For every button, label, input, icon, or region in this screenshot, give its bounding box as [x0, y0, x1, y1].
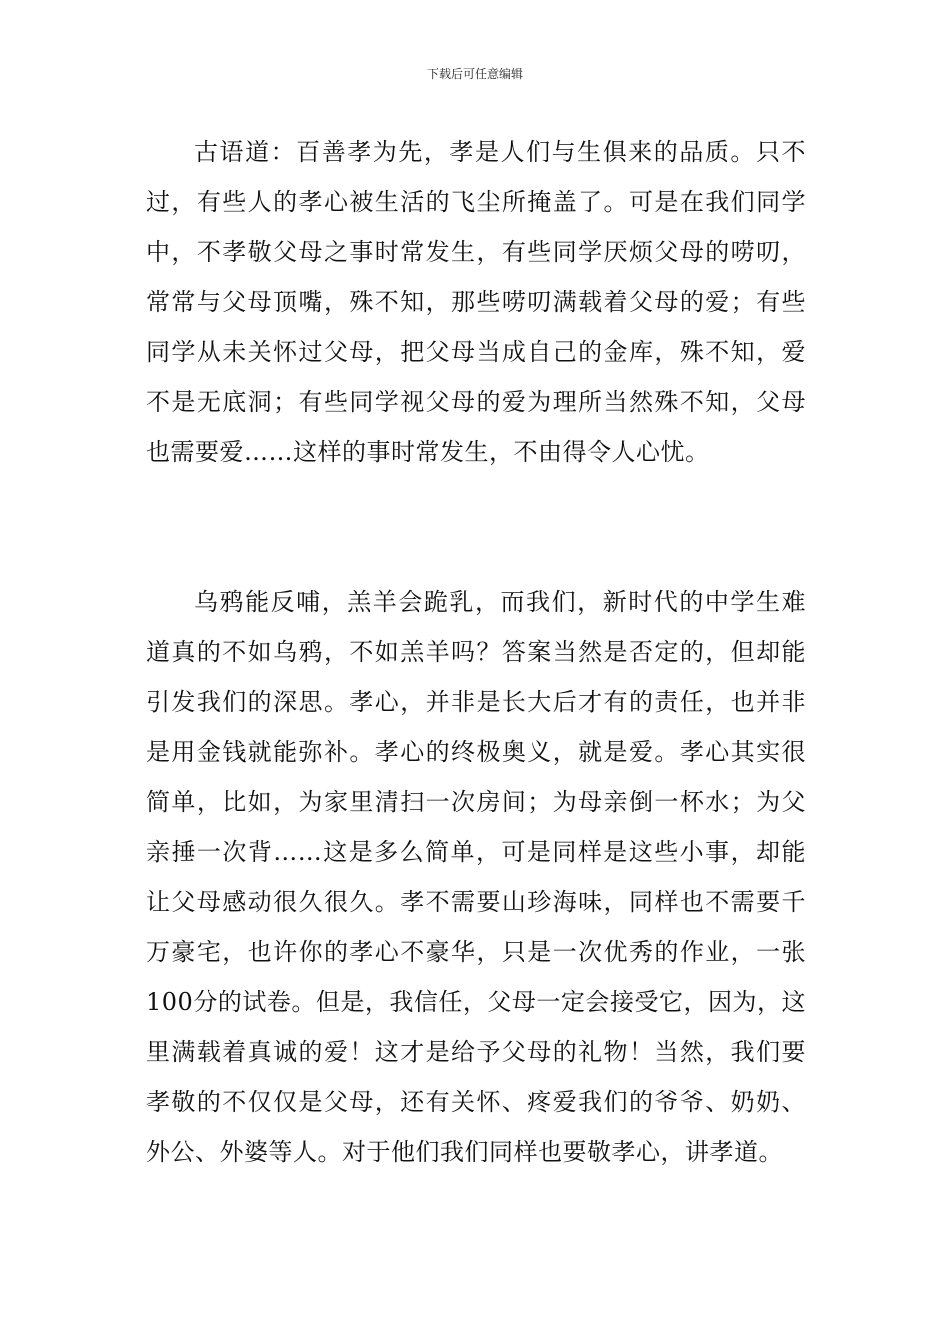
page-header: 下载后可任意编辑	[426, 67, 523, 81]
body-paragraph-2: 乌鸦能反哺，羔羊会跪乳，而我们，新时代的中学生难道真的不如乌鸦，不如羔羊吗？答案当然是否定的，但却能引发我们的深思。孝心，并非是长大后才有的责任，也并非是用金钱就能弥补。孝心的终极奥义，就是爱。孝心其实很简单，比如，为家里清扫一次房间；为母亲倒一杯水；为父亲捶一次背……这是多么简单，可是同样是这些小事，却能让父母感动很久很久。孝不需要山珍海味，同样也不需要千万豪宅，也许你的孝心不豪华，只是一次优秀的作业，一张100分的试卷。但是，我信任，父母一定会接受它，因为，这里满载着真诚的爱！这才是给予父母的礼物！当然，我们要孝敬的不仅仅是父母，还有关怀、疼爱我们的爷爷、奶奶、外公、外婆等人。对于他们我们同样也要敬孝心，讲孝道。	[146, 588, 806, 1166]
body-paragraph-1: 古语道：百善孝为先，孝是人们与生俱来的品质。只不过，有些人的孝心被生活的飞尘所掩盖了。可是在我们同学中，不孝敬父母之事时常发生，有些同学厌烦父母的唠叨，常常与父母顶嘴，殊不知，那些唠叨满载着父母的爱；有些同学从未关怀过父母，把父母当成自己的金库，殊不知，爱不是无底洞；有些同学视父母的爱为理所当然殊不知，父母也需要爱……这样的事时常发生，不由得令人心忧。	[146, 138, 806, 466]
